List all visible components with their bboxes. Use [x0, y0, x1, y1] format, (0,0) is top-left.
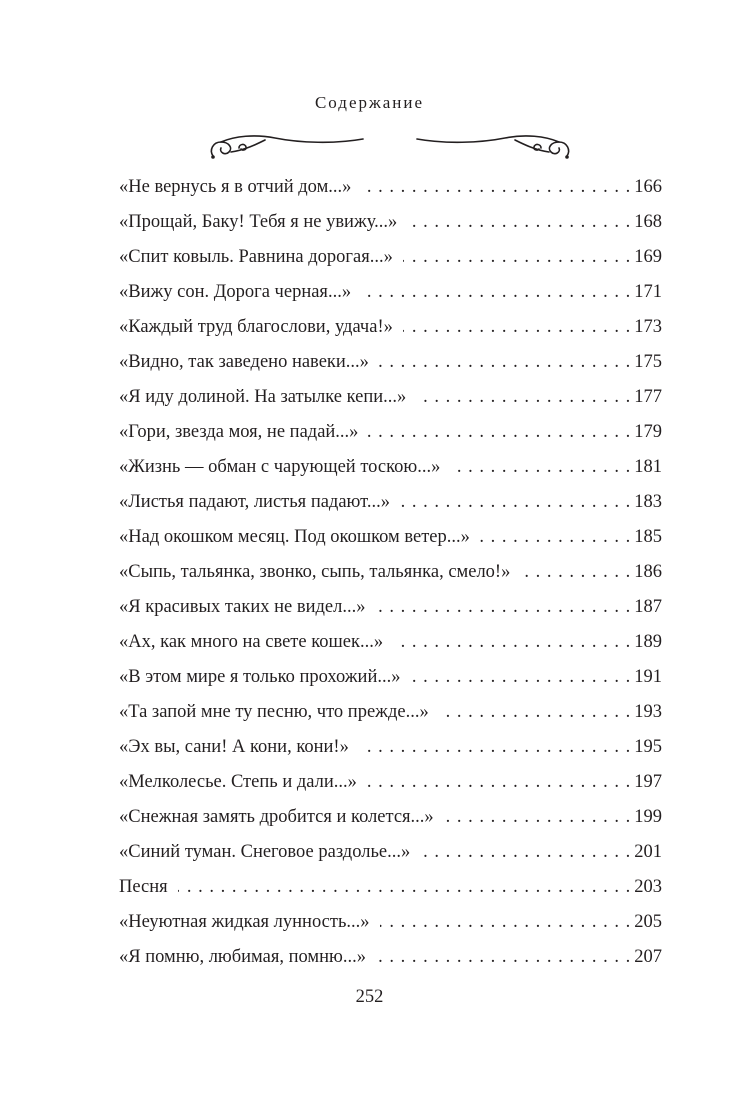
toc-entry-title: «Жизнь — обман с чарующей тоскою...»: [119, 457, 441, 477]
toc-entry: [119, 170, 662, 205]
toc-entry-title: «Снежная замять дробится и колется...»: [119, 807, 434, 827]
toc-entry-title: «Не вернусь я в отчий дом...»: [119, 177, 352, 197]
toc-entry-page: 197: [634, 772, 662, 792]
toc-entry-page: 191: [634, 667, 662, 687]
toc-entry: [119, 555, 662, 590]
page-number: 252: [355, 987, 384, 1007]
dot-leader: [520, 555, 630, 590]
toc-entry: [119, 310, 662, 345]
toc-entry-page: 168: [634, 212, 662, 232]
toc-entry-title: «В этом мире я только прохожий...»: [119, 667, 401, 687]
dot-leader: [420, 835, 630, 870]
toc-entry-title: «Прощай, Баку! Тебя я не увижу...»: [119, 212, 398, 232]
toc-entry-page: 193: [634, 702, 662, 722]
toc-entry-page: 195: [634, 737, 662, 757]
toc-entry-title: «Эх вы, сани! А кони, кони!»: [119, 737, 349, 757]
ornament-divider: [205, 122, 575, 162]
toc-entry-page: 177: [634, 387, 662, 407]
dot-leader: [410, 660, 630, 695]
toc-entry-page: 189: [634, 632, 662, 652]
dot-leader: [178, 870, 631, 905]
dot-leader: [393, 625, 630, 660]
dot-leader: [444, 800, 631, 835]
toc-entry: [119, 345, 662, 380]
toc-entry: [119, 765, 662, 800]
toc-entry: [119, 625, 662, 660]
toc-entry-page: 175: [634, 352, 662, 372]
toc-entry: [119, 695, 662, 730]
dot-leader: [359, 730, 630, 765]
toc-entry-page: 205: [634, 912, 662, 932]
toc-entry-page: 171: [634, 282, 662, 302]
toc-entry: [119, 940, 662, 975]
toc-entry: [119, 450, 662, 485]
toc-entry: [119, 870, 662, 905]
dot-leader: [403, 310, 630, 345]
toc-entry-page: 187: [634, 597, 662, 617]
toc-entry-title: «Гори, звезда моя, не падай...»: [119, 422, 359, 442]
dot-leader: [400, 485, 630, 520]
dot-leader: [361, 275, 630, 310]
toc-entry-page: 207: [634, 947, 662, 967]
toc-entry-title: «Я помню, любимая, помню...»: [119, 947, 366, 967]
toc-entry: [119, 380, 662, 415]
toc-entry: [119, 275, 662, 310]
toc-entry-page: 166: [634, 177, 662, 197]
toc-entry-title: «Видно, так заведено навеки...»: [119, 352, 369, 372]
dot-leader: [380, 905, 631, 940]
toc-entry-title: Песня: [119, 877, 168, 897]
toc-entry: [119, 730, 662, 765]
toc-entry-title: «Спит ковыль. Равнина дорогая...»: [119, 247, 393, 267]
dot-leader: [450, 450, 630, 485]
dot-leader: [407, 205, 630, 240]
toc-entry: [119, 835, 662, 870]
dot-leader: [439, 695, 631, 730]
toc-entry: [119, 905, 662, 940]
toc-entry-page: 173: [634, 317, 662, 337]
dot-leader: [367, 765, 630, 800]
toc-entry: [119, 415, 662, 450]
dot-leader: [375, 590, 630, 625]
toc-entry: [119, 240, 662, 275]
dot-leader: [403, 240, 630, 275]
toc-entry-title: «Мелколесье. Степь и дали...»: [119, 772, 357, 792]
dot-leader: [376, 940, 630, 975]
toc-entry-title: «Ах, как много на свете кошек...»: [119, 632, 384, 652]
toc-entry: [119, 800, 662, 835]
toc-entry-page: 179: [634, 422, 662, 442]
toc-entry-title: «Сыпь, тальянка, звонко, сыпь, тальянка, смело!»: [119, 562, 511, 582]
toc-entry-title: «Синий туман. Снеговое раздолье...»: [119, 842, 411, 862]
toc-entry: [119, 590, 662, 625]
toc-entry: [119, 520, 662, 555]
dot-leader: [361, 170, 630, 205]
toc-entry-page: 203: [634, 877, 662, 897]
toc-entry-page: 201: [634, 842, 662, 862]
toc-entry-page: 199: [634, 807, 662, 827]
toc-entry-page: 185: [634, 527, 662, 547]
toc-entry-title: «Каждый труд благослови, удача!»: [119, 317, 393, 337]
dot-leader: [379, 345, 630, 380]
toc-entry-title: «Над окошком месяц. Под окошком ветер...»: [119, 527, 470, 547]
toc-entry-title: «Неуютная жидкая лунность...»: [119, 912, 370, 932]
toc-entry-page: 169: [634, 247, 662, 267]
toc-entry-title: «Я красивых таких не видел...»: [119, 597, 366, 617]
toc-entry-title: «Листья падают, листья падают...»: [119, 492, 390, 512]
page-title: Содержание: [314, 93, 425, 112]
toc-entry-page: 181: [634, 457, 662, 477]
toc-entry: [119, 660, 662, 695]
toc-list: [119, 170, 662, 975]
toc-entry-page: 186: [634, 562, 662, 582]
dot-leader: [368, 415, 630, 450]
toc-entry-title: «Та запой мне ту песню, что прежде...»: [119, 702, 429, 722]
toc-entry-title: «Вижу сон. Дорога черная...»: [119, 282, 352, 302]
toc-entry: [119, 485, 662, 520]
toc-entry-page: 183: [634, 492, 662, 512]
dot-leader: [480, 520, 630, 555]
dot-leader: [416, 380, 630, 415]
toc-entry: [119, 205, 662, 240]
toc-entry-title: «Я иду долиной. На затылке кепи...»: [119, 387, 407, 407]
